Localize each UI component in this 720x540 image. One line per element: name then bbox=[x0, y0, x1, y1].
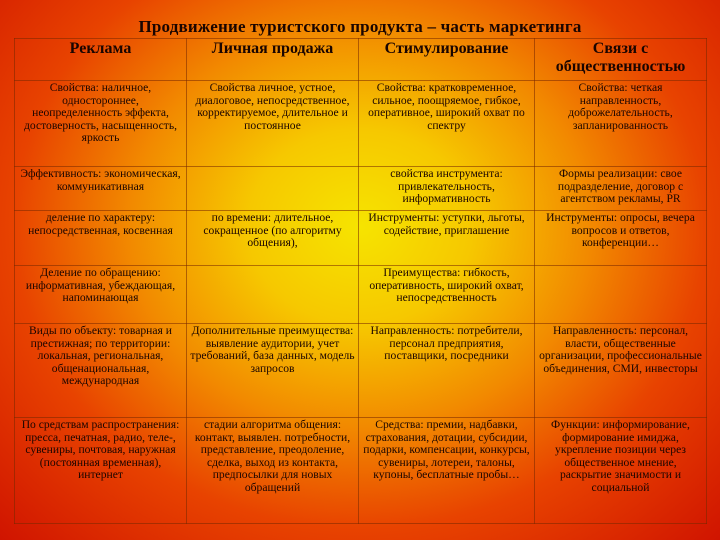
table-cell: Направленность: персонал, власти, общественные организации, профессиональные объединения, СМИ, инвесторы bbox=[535, 324, 707, 418]
table-cell: по времени: длительное, сокращенное (по алгоритму общения), bbox=[187, 211, 359, 266]
table-row bbox=[15, 167, 707, 211]
table-cell: Свойства: кратковременное, сильное, поощряемое, гибкое, оперативное, широкий охват по спектру bbox=[359, 81, 535, 167]
table-cell: Функции: информирование, формирование имиджа, укрепление позиции через общественное мнение, раскрытие значимости и социальной bbox=[535, 418, 707, 524]
table-cell: Формы реализации: свое подразделение, договор с агентством рекламы, PR bbox=[535, 167, 707, 211]
table-row bbox=[15, 211, 707, 266]
table-cell: Преимущества: гибкость, оперативность, широкий охват, непосредственность bbox=[359, 266, 535, 324]
table-cell: Инструменты: уступки, льготы, содействие, приглашение bbox=[359, 211, 535, 266]
table-cell: По средствам распространения: пресса, печатная, радио, теле-, сувениры, почтовая, наружная (постоянная временная), интернет bbox=[15, 418, 187, 524]
table-cell: Инструменты: опросы, вечера вопросов и ответов, конференции… bbox=[535, 211, 707, 266]
table-cell: Средства: премии, надбавки, страхования, дотации, субсидии, подарки, компенсации, конкурсы, сувениры, лотереи, талоны, купоны, бесплатные пробы… bbox=[359, 418, 535, 524]
header-cell: Личная продажа bbox=[187, 39, 359, 81]
table-cell: Деление по обращению: информативная, убеждающая, напоминающая bbox=[15, 266, 187, 324]
table-row bbox=[15, 324, 707, 418]
slide bbox=[14, 14, 706, 522]
header-cell: Связи с общественностью bbox=[535, 39, 707, 81]
header-cell: Стимулирование bbox=[359, 39, 535, 81]
table-cell: Свойства: наличное, одностороннее, неопределенность эффекта, достоверность, насыщенность, яркость bbox=[15, 81, 187, 167]
header-cell: Реклама bbox=[15, 39, 187, 81]
table-cell: свойства инструмента: привлекательность, информативность bbox=[359, 167, 535, 211]
table-row bbox=[15, 418, 707, 524]
promotion-table bbox=[14, 38, 707, 524]
table-cell: деление по характеру: непосредственная, косвенная bbox=[15, 211, 187, 266]
table-cell: Свойства: четкая направленность, доброжелательность, запланированность bbox=[535, 81, 707, 167]
table-row bbox=[15, 266, 707, 324]
table-cell bbox=[535, 266, 707, 324]
table-row bbox=[15, 81, 707, 167]
table-cell: стадии алгоритма общения: контакт, выявлен. потребности, представление, преодоление, сделка, выход из контакта, предпосылки для новых обращений bbox=[187, 418, 359, 524]
table-cell: Виды по объекту: товарная и престижная; по территории: локальная, региональная, общенациональная, международная bbox=[15, 324, 187, 418]
slide-title: Продвижение туристского продукта – часть маркетинга bbox=[138, 17, 582, 36]
table-cell: Дополнительные преимущества: выявление аудитории, учет требований, база данных, модель запросов bbox=[187, 324, 359, 418]
table-cell bbox=[187, 266, 359, 324]
table-cell: Направленность: потребители, персонал предприятия, поставщики, посредники bbox=[359, 324, 535, 418]
table-cell: Свойства личное, устное, диалоговое, непосредственное, корректируемое, длительное и постоянное bbox=[187, 81, 359, 167]
table-cell bbox=[187, 167, 359, 211]
table-cell: Эффективность: экономическая, коммуникативная bbox=[15, 167, 187, 211]
header-row bbox=[15, 39, 707, 81]
